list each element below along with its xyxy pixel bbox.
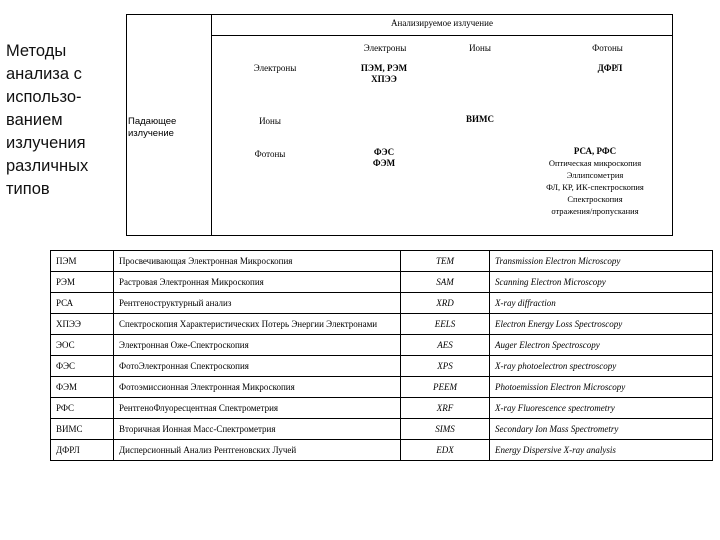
acronym-cell: XPS (401, 356, 490, 377)
russian-name-cell: Просвечивающая Электронная Микроскопия (114, 251, 401, 272)
english-name-cell: X-ray Fluorescence spectrometry (490, 398, 713, 419)
table-row (51, 335, 713, 356)
russian-name-cell: ФотоЭлектронная Спектроскопия (114, 356, 401, 377)
cell-photons-photons-line: Оптическая микроскопия (548, 158, 642, 168)
acronym-cell: XRF (401, 398, 490, 419)
title-line: излучения (6, 134, 86, 152)
table-row (51, 272, 713, 293)
column-header-electrons: Электроны (363, 43, 407, 53)
cell-photons-photons-line: РСА, РФС (573, 146, 617, 156)
english-name-cell: Transmission Electron Microscopy (490, 251, 713, 272)
russian-name-cell: Фотоэмиссионная Электронная Микроскопия (114, 377, 401, 398)
row-label-electrons: Электроны (253, 63, 297, 73)
table-row (51, 440, 713, 461)
table-row (51, 356, 713, 377)
abbr-cell: ВИМС (51, 419, 114, 440)
cell-photons-photons-line: отражения/пропускания (551, 206, 639, 216)
cell-photons-photons-line: Спектроскопия (567, 194, 623, 204)
acronym-cell: AES (401, 335, 490, 356)
acronym-cell: EELS (401, 314, 490, 335)
abbr-cell: РФС (51, 398, 114, 419)
table-row (51, 419, 713, 440)
russian-name-cell: Дисперсионный Анализ Рентгеновских Лучей (114, 440, 401, 461)
cell-electrons-photons: ДФРЛ (597, 63, 623, 73)
row-label-photons: Фотоны (254, 149, 286, 159)
matrix-border (126, 14, 673, 15)
title-line: различных (6, 157, 89, 175)
cell-photons-photons-line: Эллипсометрия (566, 170, 624, 180)
title-line: Методы (6, 42, 67, 60)
acronym-cell: SIMS (401, 419, 490, 440)
abbr-cell: РСА (51, 293, 114, 314)
matrix-divider (211, 35, 673, 36)
english-name-cell: Electron Energy Loss Spectroscopy (490, 314, 713, 335)
row-label-ions: Ионы (259, 116, 281, 126)
table-row (51, 398, 713, 419)
table-row (51, 377, 713, 398)
matrix-border (126, 235, 673, 236)
acronym-cell: TEM (401, 251, 490, 272)
english-name-cell: Photoemission Electron Microscopy (490, 377, 713, 398)
acronym-cell: SAM (401, 272, 490, 293)
abbr-cell: ПЭМ (51, 251, 114, 272)
english-name-cell: Auger Electron Spectroscopy (490, 335, 713, 356)
english-name-cell: Secondary Ion Mass Spectrometry (490, 419, 713, 440)
russian-name-cell: Рентгеноструктурный анализ (114, 293, 401, 314)
table-row (51, 251, 713, 272)
title-line: ванием (6, 111, 63, 129)
matrix-divider (211, 14, 212, 236)
russian-name-cell: Спектроскопия Характеристических Потерь Энергии Электронами (114, 314, 401, 335)
abbr-cell: ФЭС (51, 356, 114, 377)
column-header-photons: Фотоны (592, 43, 623, 53)
russian-name-cell: Электронная Оже-Спектроскопия (114, 335, 401, 356)
cell-ions-ions: ВИМС (466, 114, 494, 124)
abbreviations-table (50, 250, 713, 461)
cell-electrons-electrons: ПЭМ, РЭМ ХПЭЭ (360, 63, 408, 84)
method-matrix (0, 0, 720, 240)
cell-photons-electrons: ФЭС ФЭМ (372, 147, 396, 168)
english-name-cell: Energy Dispersive X-ray analysis (490, 440, 713, 461)
english-name-cell: X-ray photoelectron spectroscopy (490, 356, 713, 377)
incident-radiation-label: Падающее излучение (128, 116, 177, 139)
analyzed-radiation-header: Анализируемое излучение (391, 18, 493, 28)
russian-name-cell: Растровая Электронная Микроскопия (114, 272, 401, 293)
abbr-cell: ХПЭЭ (51, 314, 114, 335)
abbr-cell: ДФРЛ (51, 440, 114, 461)
table-row (51, 293, 713, 314)
russian-name-cell: РентгеноФлуоресцентная Спектрометрия (114, 398, 401, 419)
table-row (51, 314, 713, 335)
abbr-cell: ЭОС (51, 335, 114, 356)
russian-name-cell: Вторичная Ионная Масс-Спектрометрия (114, 419, 401, 440)
title-line: анализа с (6, 65, 82, 83)
matrix-border (672, 14, 673, 236)
english-name-cell: X-ray diffraction (490, 293, 713, 314)
acronym-cell: PEEM (401, 377, 490, 398)
english-name-cell: Scanning Electron Microscopy (490, 272, 713, 293)
title-line: типов (6, 180, 50, 198)
title-line: использо- (6, 88, 82, 106)
matrix-border (126, 14, 127, 236)
acronym-cell: EDX (401, 440, 490, 461)
acronym-cell: XRD (401, 293, 490, 314)
column-header-ions: Ионы (469, 43, 491, 53)
abbr-cell: ФЭМ (51, 377, 114, 398)
abbr-cell: РЭМ (51, 272, 114, 293)
cell-photons-photons-line: ФЛ, КР, ИК-спектроскопия (546, 182, 644, 192)
